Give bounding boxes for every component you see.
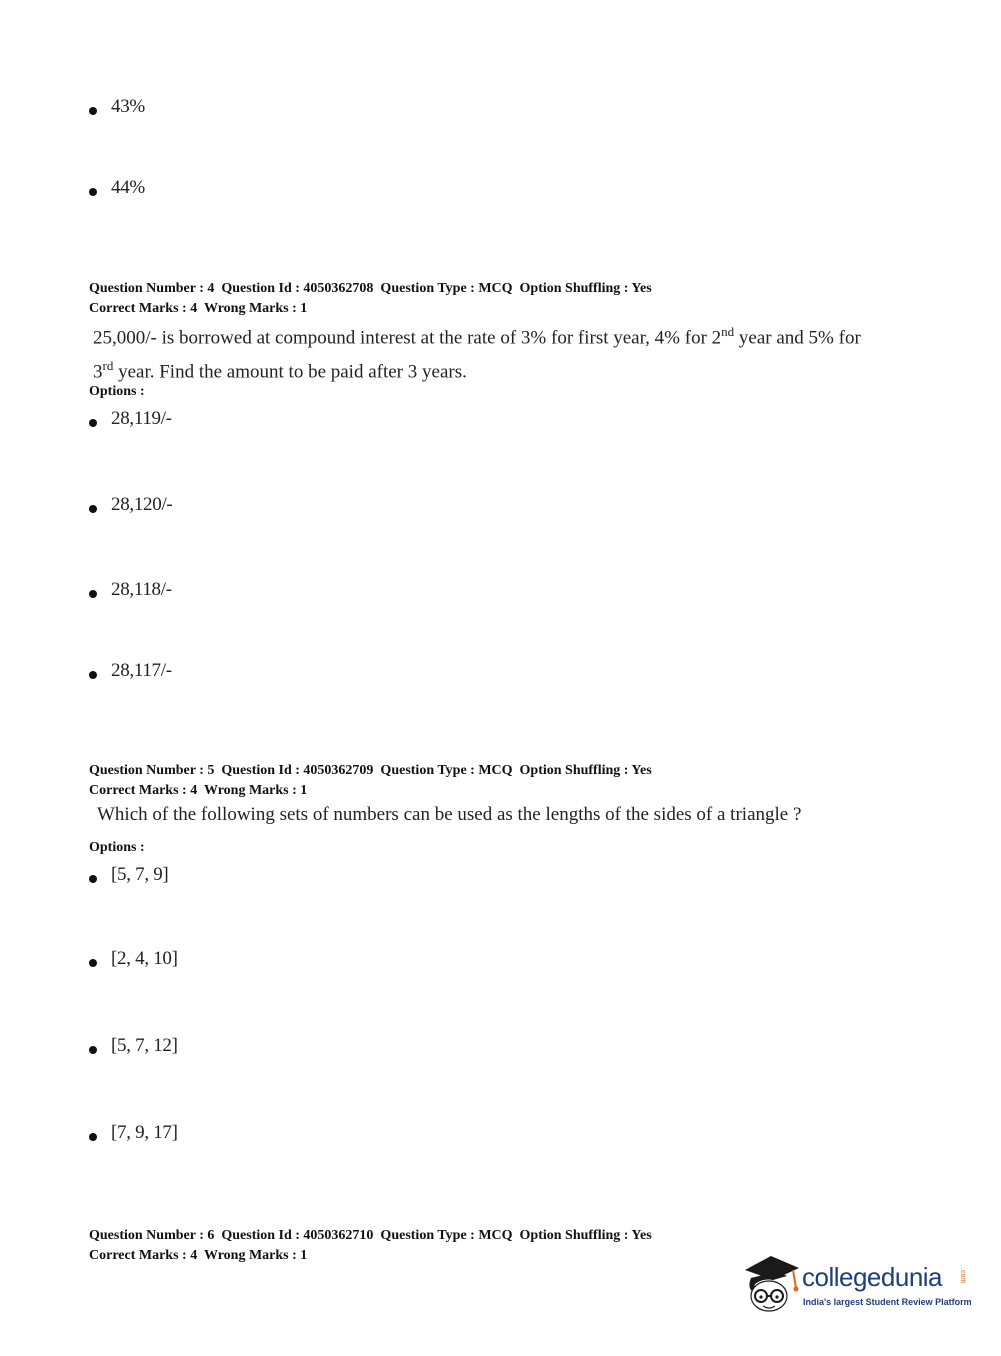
- option-item: [89, 1122, 178, 1144]
- option-text: [7, 9, 17]: [111, 1122, 178, 1143]
- question-4-text-part2: year and 5% for 3: [93, 327, 861, 383]
- question-5-text: Which of the following sets of numbers can be used as the lengths of the sides of a triangle ?: [97, 804, 802, 825]
- option-text: 44%: [111, 177, 145, 198]
- question-4-text: [93, 318, 873, 387]
- student-mascot-icon: [741, 1248, 803, 1318]
- question-4-meta-line1: Question Number : 4 Question Id : 4050362708 Question Type : MCQ Option Shuffling : Yes: [89, 281, 652, 296]
- option-item: [89, 948, 178, 970]
- option-text: [5, 7, 12]: [111, 1035, 178, 1056]
- question-4-text-part3: year. Find the amount to be paid after 3 years.: [113, 361, 467, 383]
- question-4-options-label: Options :: [89, 384, 145, 399]
- question-5-meta-line1: Question Number : 5 Question Id : 4050362709 Question Type : MCQ Option Shuffling : Yes: [89, 763, 652, 778]
- option-text: 28,117/-: [111, 660, 172, 681]
- option-item: [89, 579, 172, 601]
- option-text: [2, 4, 10]: [111, 948, 178, 969]
- logo-domain-suffix: .com: [959, 1268, 966, 1284]
- option-text: 28,119/-: [111, 408, 172, 429]
- question-4-sup2: rd: [102, 358, 114, 374]
- question-4-meta-line2: Correct Marks : 4 Wrong Marks : 1: [89, 301, 308, 316]
- question-4-sup1: nd: [721, 324, 735, 339]
- question-5-options-label: Options :: [89, 840, 145, 855]
- bullet-icon: [89, 1046, 97, 1054]
- option-item: [89, 494, 172, 516]
- option-text: 28,118/-: [111, 579, 172, 600]
- bullet-icon: [89, 505, 97, 513]
- bullet-icon: [89, 188, 97, 196]
- bullet-icon: [89, 875, 97, 883]
- option-item: [89, 96, 145, 118]
- option-text: [5, 7, 9]: [111, 864, 169, 885]
- option-text: 28,120/-: [111, 494, 173, 515]
- option-item: [89, 177, 145, 199]
- bullet-icon: [89, 107, 97, 115]
- bullet-icon: [89, 590, 97, 598]
- option-item: [89, 864, 168, 886]
- logo-wordmark: collegedunia: [802, 1262, 943, 1292]
- option-item: [89, 1035, 178, 1057]
- bullet-icon: [89, 419, 97, 427]
- question-5-meta-line2: Correct Marks : 4 Wrong Marks : 1: [89, 783, 308, 798]
- bullet-icon: [89, 1133, 97, 1141]
- logo-tagline: India's largest Student Review Platform: [803, 1297, 972, 1307]
- question-6-meta-line1: Question Number : 6 Question Id : 4050362710 Question Type : MCQ Option Shuffling : Yes: [89, 1228, 652, 1243]
- question-4-text-part1: 25,000/- is borrowed at compound interest at the rate of 3% for first year, 4% for 2: [93, 327, 722, 349]
- question-6-meta-line2: Correct Marks : 4 Wrong Marks : 1: [89, 1248, 308, 1263]
- collegedunia-logo: [741, 1248, 971, 1318]
- option-item: [89, 660, 172, 682]
- option-item: [89, 408, 172, 430]
- bullet-icon: [89, 671, 97, 679]
- option-text: 43%: [111, 96, 145, 117]
- bullet-icon: [89, 959, 97, 967]
